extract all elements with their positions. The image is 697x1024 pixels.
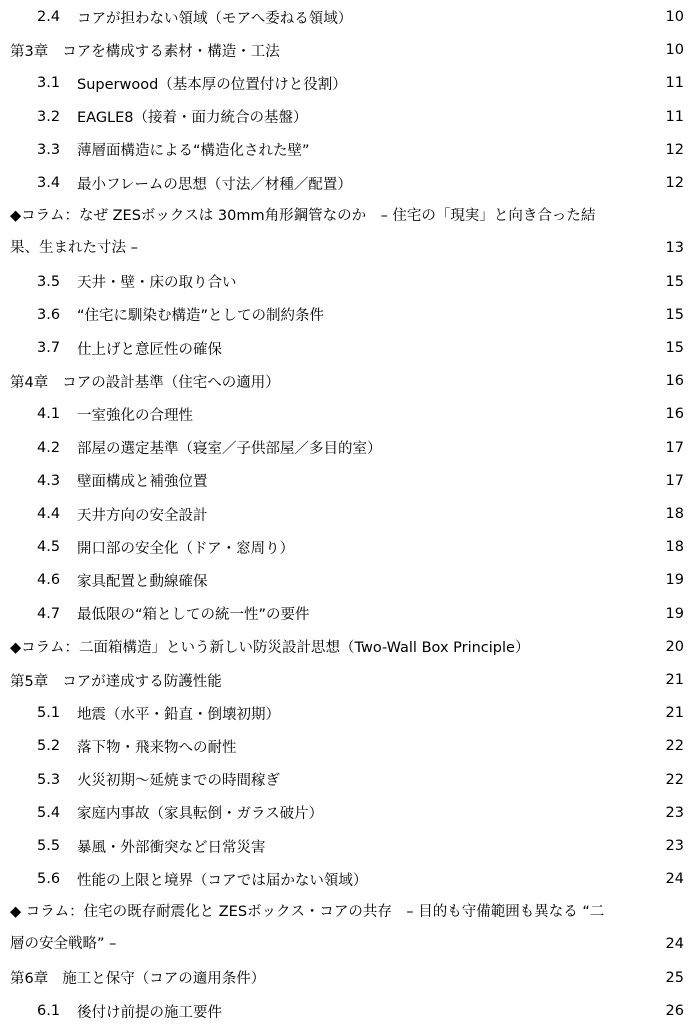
toc-page-number: 18 xyxy=(665,506,684,522)
toc-section-number: 5.5 xyxy=(37,838,61,854)
toc-section-number: 3.3 xyxy=(37,141,61,158)
toc-entry-title: 性能の上限と境界（コアでは届かない領域） xyxy=(77,872,368,889)
toc-entry-title: 壁面構成と補強位置 xyxy=(77,474,208,491)
toc-section-number: 3.6 xyxy=(37,306,61,323)
toc-entry-title: “住宅に馴染む構造”としての制約条件 xyxy=(77,308,325,325)
toc-page-number: 12 xyxy=(665,141,684,158)
toc-chapter-number: 第3章 xyxy=(10,43,49,60)
toc-entry-chapter[interactable] xyxy=(10,965,684,991)
toc-section-number: 5.6 xyxy=(37,871,61,888)
toc-entry-title: 天井・壁・床の取り合い xyxy=(77,275,237,292)
toc-page-number: 15 xyxy=(665,273,684,290)
toc-entry-section[interactable] xyxy=(37,833,684,859)
toc-entry-title: 最小フレームの思想（寸法／材種／配置） xyxy=(77,176,352,193)
toc-page-number: 10 xyxy=(665,42,684,59)
toc-entry-title: コアを構成する素材・構造・工法 xyxy=(62,43,280,60)
toc-entry-section[interactable] xyxy=(37,700,684,726)
toc-section-number: 3.4 xyxy=(37,175,61,191)
toc-entry-section[interactable] xyxy=(37,170,684,196)
toc-page-number: 25 xyxy=(665,969,684,986)
toc-entry-title: 施工と保守（コアの適用条件） xyxy=(62,971,266,988)
toc-entry-section[interactable] xyxy=(37,998,684,1024)
toc-entry-chapter[interactable] xyxy=(10,37,684,63)
toc-entry-title: コアが達成する防護性能 xyxy=(62,673,222,690)
toc-section-number: 3.7 xyxy=(37,340,61,356)
toc-section-number: 4.6 xyxy=(37,572,61,589)
toc-entry-section[interactable] xyxy=(37,104,684,130)
toc-page-number: 20 xyxy=(665,638,684,655)
toc-page-number: 22 xyxy=(665,771,684,788)
toc-section-number: 3.1 xyxy=(37,75,61,92)
toc-page-number: 11 xyxy=(665,75,684,92)
toc-section-number: 4.1 xyxy=(37,406,61,423)
toc-section-number: 3.2 xyxy=(37,108,61,125)
toc-entry-title: コアが担わない領域（モアへ委ねる領域） xyxy=(77,10,353,27)
toc-entry-chapter[interactable] xyxy=(10,368,684,394)
toc-section-number: 4.3 xyxy=(37,472,61,489)
toc-page-number: 23 xyxy=(665,838,684,854)
toc-entry-section[interactable] xyxy=(37,137,684,163)
toc-entry-title: 最低限の“箱としての統一性”の要件 xyxy=(77,607,310,624)
toc-section-number: 6.1 xyxy=(37,1003,61,1019)
toc-entry-column[interactable] xyxy=(10,899,684,957)
toc-page-number: 24 xyxy=(665,871,684,888)
toc-entry-section[interactable] xyxy=(37,501,684,527)
toc-page-number: 13 xyxy=(665,240,684,257)
toc-entry-section[interactable] xyxy=(37,435,684,461)
toc-entry-title: 家庭内事故（家具転倒・ガラス破片） xyxy=(77,806,324,823)
toc-entry-title: 薄層面構造による“構造化された壁” xyxy=(77,143,310,160)
toc-entry-section[interactable] xyxy=(37,401,684,427)
toc-entry-section[interactable] xyxy=(37,567,684,593)
toc-entry-section[interactable] xyxy=(37,534,684,560)
toc-page-number: 19 xyxy=(665,605,684,622)
toc-entry-section[interactable] xyxy=(37,800,684,826)
toc-page-number: 12 xyxy=(665,175,684,191)
toc-entry-title: 仕上げと意匠性の確保 xyxy=(77,341,222,358)
toc-entry-title: EAGLE8（接着・面力統合の基盤） xyxy=(77,110,308,127)
toc-page-number: 21 xyxy=(665,672,684,688)
toc-page-number: 22 xyxy=(665,738,684,755)
toc-section-number: 4.4 xyxy=(37,506,61,522)
toc-page-number: 10 xyxy=(665,9,684,25)
toc-entry-section[interactable] xyxy=(37,601,684,627)
toc-page-number: 17 xyxy=(665,472,684,489)
toc-entry-column[interactable] xyxy=(10,203,684,261)
toc-section-number: 4.5 xyxy=(37,539,61,556)
toc-page-number: 26 xyxy=(665,1003,684,1019)
toc-section-number: 3.5 xyxy=(37,273,61,290)
toc-entry-section[interactable] xyxy=(37,767,684,793)
toc-page-number: 16 xyxy=(665,406,684,423)
toc-entry-title: 落下物・飛来物への耐性 xyxy=(77,739,237,756)
toc-entry-title: 家具配置と動線確保 xyxy=(77,573,208,590)
toc-entry-title: ◆コラム：二面箱構造」という新しい防災設計思想（Two-Wall Box Principle） xyxy=(10,640,530,657)
toc-entry-title: コアの設計基準（住宅への適用） xyxy=(62,374,280,391)
toc-entry-column[interactable] xyxy=(10,634,684,660)
toc-entry-title: 後付け前提の施工要件 xyxy=(77,1004,222,1021)
toc-section-number: 5.1 xyxy=(37,705,61,722)
toc-entry-title: 部屋の選定基準（寝室／子供部屋／多目的室） xyxy=(77,441,382,458)
toc-section-number: 2.4 xyxy=(37,9,61,25)
toc-entry-title: Superwood（基本厚の位置付けと役割） xyxy=(77,76,347,93)
toc-section-number: 5.2 xyxy=(37,738,61,755)
toc-entry-title-line1: ◆コラム：なぜ ZESボックスは 30mm角形鋼管なのか – 住宅の「現実」と向き合った結 xyxy=(10,208,596,225)
toc-page-number: 15 xyxy=(665,340,684,356)
toc-section-number: 4.7 xyxy=(37,605,61,622)
toc-page-number: 16 xyxy=(665,373,684,390)
toc-entry-section[interactable] xyxy=(37,302,684,328)
toc-entry-section[interactable] xyxy=(37,733,684,759)
toc-page-number: 19 xyxy=(665,572,684,589)
toc-entry-section[interactable] xyxy=(37,4,684,30)
toc-section-number: 5.4 xyxy=(37,804,61,821)
toc-entry-title: 火災初期〜延焼までの時間稼ぎ xyxy=(77,773,280,790)
toc-section-number: 5.3 xyxy=(37,771,61,788)
toc-entry-title-line2: 果、生まれた寸法 – xyxy=(10,240,138,257)
toc-chapter-number: 第6章 xyxy=(10,971,49,988)
toc-entry-chapter[interactable] xyxy=(10,667,684,693)
toc-page-number: 23 xyxy=(665,804,684,821)
toc-entry-section[interactable] xyxy=(37,866,684,892)
toc-entry-section[interactable] xyxy=(37,269,684,295)
toc-chapter-number: 第4章 xyxy=(10,374,49,391)
toc-page-number: 15 xyxy=(665,306,684,323)
toc-section-number: 4.2 xyxy=(37,439,61,456)
toc-page-number: 18 xyxy=(665,539,684,556)
toc-chapter-number: 第5章 xyxy=(10,673,49,690)
toc-entry-title: 天井方向の安全設計 xyxy=(77,507,208,524)
toc-entry-section[interactable] xyxy=(37,468,684,494)
toc-page-number: 17 xyxy=(665,439,684,456)
toc-entry-title: 地震（水平・鉛直・倒壊初期） xyxy=(77,706,280,723)
toc-entry-title: 開口部の安全化（ドア・窓周り） xyxy=(77,540,295,557)
toc-page-number: 11 xyxy=(665,108,684,125)
toc-entry-title-line2: 層の安全戦略” – xyxy=(10,936,117,953)
toc-page-number: 21 xyxy=(665,705,684,722)
toc-entry-section[interactable] xyxy=(37,335,684,361)
toc-entry-title: 一室強化の合理性 xyxy=(77,407,193,424)
toc-page-number: 24 xyxy=(665,936,684,953)
toc-entry-title-line1: ◆ コラム：住宅の既存耐震化と ZESボックス・コアの共存 – 目的も守備範囲も異なる “二 xyxy=(10,904,605,921)
toc-entry-title: 暴風・外部衝突など日常災害 xyxy=(77,839,266,856)
toc-entry-section[interactable] xyxy=(37,70,684,96)
